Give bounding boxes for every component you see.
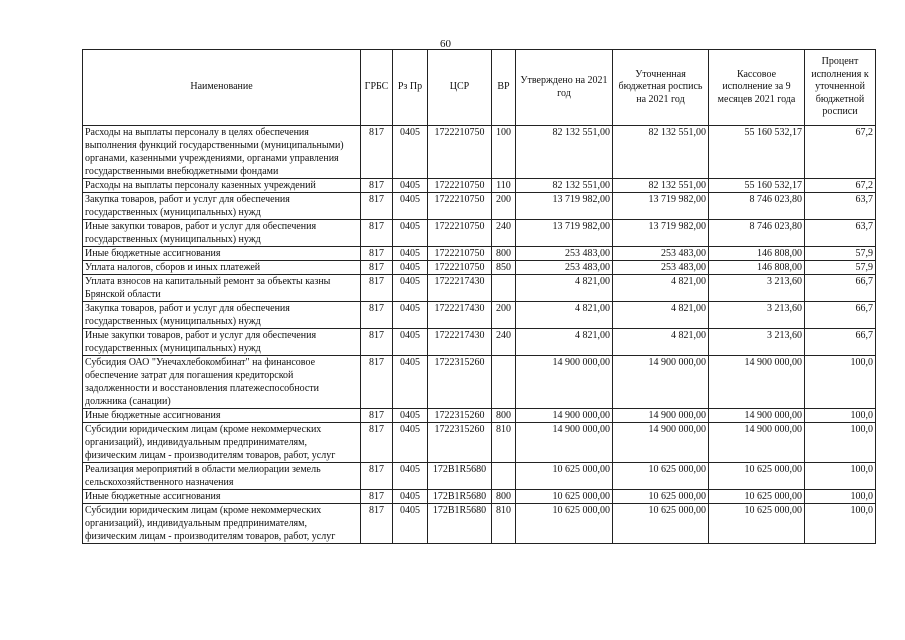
table-row bbox=[83, 247, 876, 261]
cell-percent: 100,0 bbox=[805, 423, 876, 463]
cell-grbs: 817 bbox=[361, 302, 393, 329]
cell-grbs: 817 bbox=[361, 463, 393, 490]
cell-rzpr: 0405 bbox=[393, 409, 428, 423]
cell-refined: 10 625 000,00 bbox=[613, 463, 709, 490]
cell-refined: 14 900 000,00 bbox=[613, 423, 709, 463]
page-number: 60 bbox=[440, 38, 451, 50]
cell-cash: 8 746 023,80 bbox=[709, 220, 805, 247]
table-row bbox=[83, 504, 876, 544]
cell-refined: 4 821,00 bbox=[613, 329, 709, 356]
header-rzpr: Рз Пр bbox=[393, 50, 428, 126]
cell-cash: 10 625 000,00 bbox=[709, 504, 805, 544]
cell-name: Иные закупки товаров, работ и услуг для обеспечения государственных (муниципальных) нужд bbox=[83, 329, 361, 356]
cell-refined: 4 821,00 bbox=[613, 275, 709, 302]
cell-cash: 14 900 000,00 bbox=[709, 356, 805, 409]
cell-grbs: 817 bbox=[361, 490, 393, 504]
cell-percent: 100,0 bbox=[805, 504, 876, 544]
cell-csr: 1722210750 bbox=[428, 126, 492, 179]
cell-vr: 200 bbox=[492, 302, 516, 329]
cell-refined: 253 483,00 bbox=[613, 247, 709, 261]
cell-approved: 253 483,00 bbox=[516, 247, 613, 261]
cell-rzpr: 0405 bbox=[393, 490, 428, 504]
cell-csr: 1722210750 bbox=[428, 220, 492, 247]
cell-grbs: 817 bbox=[361, 220, 393, 247]
cell-rzpr: 0405 bbox=[393, 423, 428, 463]
cell-percent: 63,7 bbox=[805, 220, 876, 247]
cell-percent: 67,2 bbox=[805, 126, 876, 179]
header-vr: ВР bbox=[492, 50, 516, 126]
cell-csr: 1722315260 bbox=[428, 356, 492, 409]
cell-approved: 14 900 000,00 bbox=[516, 423, 613, 463]
cell-csr: 1722210750 bbox=[428, 261, 492, 275]
header-csr: ЦСР bbox=[428, 50, 492, 126]
cell-csr: 1722210750 bbox=[428, 179, 492, 193]
cell-grbs: 817 bbox=[361, 329, 393, 356]
header-refined: Уточненная бюджетная роспись на 2021 год bbox=[613, 50, 709, 126]
cell-cash: 8 746 023,80 bbox=[709, 193, 805, 220]
cell-name: Иные бюджетные ассигнования bbox=[83, 409, 361, 423]
cell-csr: 1722315260 bbox=[428, 423, 492, 463]
cell-refined: 14 900 000,00 bbox=[613, 356, 709, 409]
cell-rzpr: 0405 bbox=[393, 126, 428, 179]
table-body bbox=[83, 126, 876, 544]
cell-csr: 1722315260 bbox=[428, 409, 492, 423]
cell-vr: 850 bbox=[492, 261, 516, 275]
cell-percent: 57,9 bbox=[805, 261, 876, 275]
cell-name: Иные бюджетные ассигнования bbox=[83, 490, 361, 504]
cell-name: Реализация мероприятий в области мелиорации земель сельскохозяйственного назначения bbox=[83, 463, 361, 490]
cell-csr: 1722210750 bbox=[428, 247, 492, 261]
cell-name: Расходы на выплаты персоналу в целях обеспечения выполнения функций государственными (муниципальными) органами, казенными учреждениями, органами управления государственными внебюджетными фондами bbox=[83, 126, 361, 179]
budget-table bbox=[82, 49, 876, 544]
cell-csr: 1722217430 bbox=[428, 329, 492, 356]
cell-csr: 1722217430 bbox=[428, 275, 492, 302]
cell-rzpr: 0405 bbox=[393, 329, 428, 356]
cell-grbs: 817 bbox=[361, 409, 393, 423]
cell-refined: 10 625 000,00 bbox=[613, 504, 709, 544]
cell-vr bbox=[492, 356, 516, 409]
cell-vr: 110 bbox=[492, 179, 516, 193]
header-name: Наименование bbox=[83, 50, 361, 126]
cell-percent: 63,7 bbox=[805, 193, 876, 220]
cell-percent: 57,9 bbox=[805, 247, 876, 261]
table-row bbox=[83, 356, 876, 409]
cell-grbs: 817 bbox=[361, 261, 393, 275]
cell-vr: 800 bbox=[492, 409, 516, 423]
cell-rzpr: 0405 bbox=[393, 220, 428, 247]
cell-csr: 1722217430 bbox=[428, 302, 492, 329]
table-row bbox=[83, 490, 876, 504]
cell-cash: 10 625 000,00 bbox=[709, 463, 805, 490]
cell-csr: 172В1R5680 bbox=[428, 504, 492, 544]
table-row bbox=[83, 409, 876, 423]
cell-name: Иные бюджетные ассигнования bbox=[83, 247, 361, 261]
cell-cash: 146 808,00 bbox=[709, 261, 805, 275]
cell-vr: 800 bbox=[492, 247, 516, 261]
cell-name: Иные закупки товаров, работ и услуг для обеспечения государственных (муниципальных) нужд bbox=[83, 220, 361, 247]
table-row bbox=[83, 179, 876, 193]
cell-vr: 240 bbox=[492, 220, 516, 247]
table-row bbox=[83, 302, 876, 329]
cell-approved: 14 900 000,00 bbox=[516, 409, 613, 423]
table-row bbox=[83, 193, 876, 220]
cell-approved: 13 719 982,00 bbox=[516, 193, 613, 220]
cell-approved: 14 900 000,00 bbox=[516, 356, 613, 409]
cell-refined: 253 483,00 bbox=[613, 261, 709, 275]
cell-rzpr: 0405 bbox=[393, 193, 428, 220]
cell-cash: 14 900 000,00 bbox=[709, 409, 805, 423]
cell-percent: 100,0 bbox=[805, 463, 876, 490]
cell-refined: 4 821,00 bbox=[613, 302, 709, 329]
header-percent: Процент исполнения к уточненной бюджетной росписи bbox=[805, 50, 876, 126]
cell-refined: 14 900 000,00 bbox=[613, 409, 709, 423]
cell-vr: 200 bbox=[492, 193, 516, 220]
cell-approved: 4 821,00 bbox=[516, 302, 613, 329]
table-row bbox=[83, 423, 876, 463]
cell-vr: 240 bbox=[492, 329, 516, 356]
cell-vr: 810 bbox=[492, 504, 516, 544]
cell-grbs: 817 bbox=[361, 247, 393, 261]
cell-percent: 66,7 bbox=[805, 329, 876, 356]
cell-approved: 10 625 000,00 bbox=[516, 463, 613, 490]
cell-percent: 66,7 bbox=[805, 275, 876, 302]
cell-approved: 10 625 000,00 bbox=[516, 490, 613, 504]
cell-rzpr: 0405 bbox=[393, 302, 428, 329]
cell-name: Субсидия ОАО "Унечахлебокомбинат" на финансовое обеспечение затрат для погашения кредиторской задолженности и восстановления платежеспособности должника (санации) bbox=[83, 356, 361, 409]
cell-rzpr: 0405 bbox=[393, 179, 428, 193]
cell-rzpr: 0405 bbox=[393, 356, 428, 409]
table-row bbox=[83, 220, 876, 247]
cell-grbs: 817 bbox=[361, 275, 393, 302]
cell-vr: 800 bbox=[492, 490, 516, 504]
cell-vr bbox=[492, 463, 516, 490]
cell-cash: 146 808,00 bbox=[709, 247, 805, 261]
table-row bbox=[83, 126, 876, 179]
cell-vr: 810 bbox=[492, 423, 516, 463]
cell-approved: 253 483,00 bbox=[516, 261, 613, 275]
cell-percent: 100,0 bbox=[805, 356, 876, 409]
cell-name: Расходы на выплаты персоналу казенных учреждений bbox=[83, 179, 361, 193]
cell-name: Закупка товаров, работ и услуг для обеспечения государственных (муниципальных) нужд bbox=[83, 302, 361, 329]
cell-cash: 55 160 532,17 bbox=[709, 179, 805, 193]
cell-vr: 100 bbox=[492, 126, 516, 179]
cell-refined: 10 625 000,00 bbox=[613, 490, 709, 504]
header-cash: Кассовое исполнение за 9 месяцев 2021 года bbox=[709, 50, 805, 126]
cell-grbs: 817 bbox=[361, 504, 393, 544]
cell-csr: 172В1R5680 bbox=[428, 490, 492, 504]
cell-name: Закупка товаров, работ и услуг для обеспечения государственных (муниципальных) нужд bbox=[83, 193, 361, 220]
cell-approved: 10 625 000,00 bbox=[516, 504, 613, 544]
cell-cash: 10 625 000,00 bbox=[709, 490, 805, 504]
cell-grbs: 817 bbox=[361, 126, 393, 179]
cell-grbs: 817 bbox=[361, 356, 393, 409]
cell-approved: 13 719 982,00 bbox=[516, 220, 613, 247]
table-row bbox=[83, 463, 876, 490]
cell-percent: 66,7 bbox=[805, 302, 876, 329]
cell-rzpr: 0405 bbox=[393, 247, 428, 261]
cell-approved: 82 132 551,00 bbox=[516, 126, 613, 179]
cell-cash: 14 900 000,00 bbox=[709, 423, 805, 463]
table-header-row bbox=[83, 50, 876, 126]
table-row bbox=[83, 261, 876, 275]
cell-percent: 67,2 bbox=[805, 179, 876, 193]
cell-vr bbox=[492, 275, 516, 302]
cell-grbs: 817 bbox=[361, 193, 393, 220]
cell-cash: 3 213,60 bbox=[709, 302, 805, 329]
cell-refined: 82 132 551,00 bbox=[613, 179, 709, 193]
cell-rzpr: 0405 bbox=[393, 275, 428, 302]
header-grbs: ГРБС bbox=[361, 50, 393, 126]
budget-table-container bbox=[82, 49, 876, 544]
cell-cash: 55 160 532,17 bbox=[709, 126, 805, 179]
cell-approved: 82 132 551,00 bbox=[516, 179, 613, 193]
cell-refined: 82 132 551,00 bbox=[613, 126, 709, 179]
cell-csr: 1722210750 bbox=[428, 193, 492, 220]
cell-grbs: 817 bbox=[361, 423, 393, 463]
cell-percent: 100,0 bbox=[805, 490, 876, 504]
cell-name: Уплата налогов, сборов и иных платежей bbox=[83, 261, 361, 275]
cell-percent: 100,0 bbox=[805, 409, 876, 423]
cell-cash: 3 213,60 bbox=[709, 329, 805, 356]
table-row bbox=[83, 275, 876, 302]
cell-cash: 3 213,60 bbox=[709, 275, 805, 302]
cell-approved: 4 821,00 bbox=[516, 275, 613, 302]
cell-rzpr: 0405 bbox=[393, 504, 428, 544]
cell-refined: 13 719 982,00 bbox=[613, 220, 709, 247]
cell-rzpr: 0405 bbox=[393, 463, 428, 490]
cell-name: Субсидии юридическим лицам (кроме некоммерческих организаций), индивидуальным предпринимателям, физическим лицам - производителям товаров, работ, услуг bbox=[83, 504, 361, 544]
header-approved: Утверждено на 2021 год bbox=[516, 50, 613, 126]
cell-csr: 172В1R5680 bbox=[428, 463, 492, 490]
cell-name: Субсидии юридическим лицам (кроме некоммерческих организаций), индивидуальным предпринимателям, физическим лицам - производителям товаров, работ, услуг bbox=[83, 423, 361, 463]
table-row bbox=[83, 329, 876, 356]
cell-grbs: 817 bbox=[361, 179, 393, 193]
cell-rzpr: 0405 bbox=[393, 261, 428, 275]
cell-name: Уплата взносов на капитальный ремонт за объекты казны Брянской области bbox=[83, 275, 361, 302]
cell-approved: 4 821,00 bbox=[516, 329, 613, 356]
cell-refined: 13 719 982,00 bbox=[613, 193, 709, 220]
